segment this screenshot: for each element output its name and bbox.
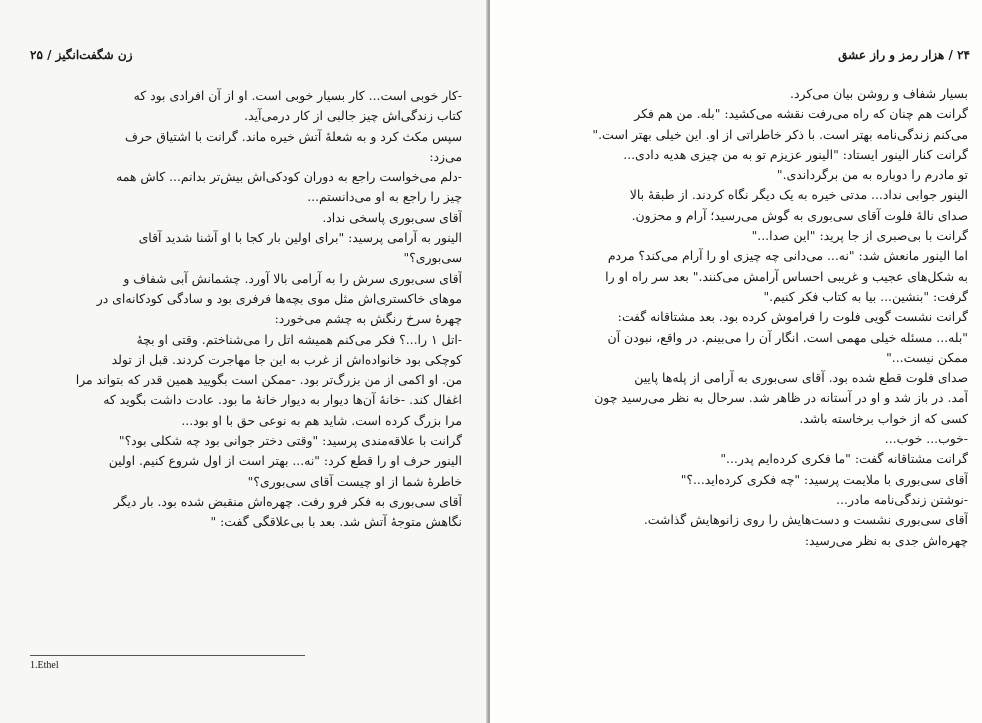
text-line: الینور جوابی نداد... مدتی خیره به یک دیگر نگاه کردند. از طبقهٔ بالا <box>629 187 968 203</box>
text-line: آقای سی‌بوری سرش را به آرامی بالا آورد. چشمانش آبی شفاف و <box>123 270 462 286</box>
footnote: 1.Ethel <box>30 660 59 671</box>
text-line: مرا بزرگ کرده است. شاید هم به نوعی حق با او بود... <box>181 412 462 428</box>
text-line: -دلم می‌خواست راجع به دوران کودکی‌اش بیش‌تر بدانم... کاش همه <box>116 169 462 185</box>
text-line: تو مادرم را دوباره به من برگرداندی." <box>776 167 968 183</box>
text-line: خاطرهٔ شما از او چیست آقای سی‌بوری؟" <box>247 473 462 489</box>
text-line: سی‌بوری؟" <box>403 250 462 266</box>
text-line: الینور حرف او را قطع کرد: "نه... بهتر است از اول شروع کنیم. اولین <box>108 453 462 469</box>
text-line: اغفال کند. -خانهٔ آن‌ها دیوار به دیوار خانهٔ ما بود. عادت داشت بگوید که <box>103 392 462 408</box>
text-line: -نوشتن زندگی‌نامه مادر... <box>836 491 968 507</box>
text-line: چیز را راجع به او می‌دانستم... <box>307 189 462 205</box>
text-line: آمد. در باز شد و او در آستانه در ظاهر شد. سرحال به نظر می‌رسید چون <box>594 390 968 406</box>
text-line: گرانت هم چنان که راه می‌رفت نقشه می‌کشید: "بله. من هم فکر <box>634 106 968 122</box>
text-line: سپس مکث کرد و به شعلهٔ آتش خیره ماند. گرانت با اشتیاق حرف <box>124 128 462 144</box>
text-line: موهای خاکستری‌اش مثل موی بچه‌ها فرفری بود و سادگی کودکانه‌ای در <box>96 290 462 306</box>
page-header: ۲۴ / هزار رمز و راز عشق <box>838 48 970 62</box>
text-line: گرانت نشست گویی فلوت را فراموش کرده بود. بعد مشتاقانه گفت: <box>617 309 968 325</box>
text-line: گرانت کنار الینور ایستاد: "الینور عزیزم تو به من چیزی هدیه دادی... <box>623 146 968 162</box>
text-line: صدای نالهٔ فلوت آقای سی‌بوری به گوش می‌رسید؛ آرام و محزون. <box>631 207 968 223</box>
text-line: چهرهٔ سرخ رنگش به چشم می‌خورد: <box>274 311 462 327</box>
page-header: زن شگفت‌انگیز / ۲۵ <box>30 48 133 62</box>
text-line: نگاهش متوجهٔ آتش شد. بعد با بی‌علاقگی گفت: " <box>210 514 462 530</box>
text-line: چهره‌اش جدی به نظر می‌رسید: <box>804 532 968 548</box>
text-line: -کار خوبی است... کار بسیار خوبی است. او از آن افرادی بود که <box>133 88 462 103</box>
text-line: به شکل‌های عجیب و غریبی احساس آرامش می‌کنند." بعد سر راه او را <box>605 268 968 284</box>
text-line: صدای فلوت قطع شده بود. آقای سی‌بوری به آرامی از پله‌ها پایین <box>634 370 968 386</box>
text-line: گرانت مشتاقانه گفت: "ما فکری کرده‌ایم پدر..." <box>720 451 968 467</box>
text-line: آقای سی‌بوری پاسخی نداد. <box>322 209 462 225</box>
text-line: الینور به آرامی پرسید: "برای اولین بار کجا با او آشنا شدید آقای <box>138 230 462 246</box>
text-line: گرانت با بی‌صبری از جا پرید: "این صدا..." <box>751 228 968 244</box>
text-line: -خوب... خوب... <box>884 431 968 447</box>
text-line: ممکن نیست..." <box>886 349 968 365</box>
text-line: من. او اکمی از من بزرگ‌تر بود. -ممکن است بگویید همین قدر که بتواند مرا <box>75 372 462 388</box>
right-page <box>490 0 982 723</box>
footnote-rule <box>30 655 305 656</box>
text-line: "بله... مسئله خیلی مهمی است. انگار آن را می‌بینم. در واقع، نبودن آن <box>607 329 968 345</box>
body-text <box>30 86 462 533</box>
text-line: آقای سی‌بوری نشست و دست‌هایش را روی زانوهایش گذاشت. <box>643 512 968 528</box>
text-line: -اتل ۱ را...؟ فکر می‌کنم همیشه اتل را می‌شناختم. وقتی او بچهٔ <box>136 331 462 347</box>
text-line: گرفت: "بنشین... بیا به کتاب فکر کنیم." <box>763 288 968 304</box>
text-line: گرانت با علاقه‌مندی پرسید: "وقتی دختر جوانی بود چه شکلی بود؟" <box>118 433 462 449</box>
text-line: کسی که از خواب برخاسته باشد. <box>799 410 968 426</box>
text-line: می‌کنم زندگی‌نامه بهتر است. با ذکر خاطراتی از او. این خیلی بهتر است." <box>592 126 968 142</box>
body-text <box>566 84 968 551</box>
text-line: آقای سی‌بوری با ملایمت پرسید: "چه فکری کرده‌اید...؟" <box>680 471 968 487</box>
text-line: می‌زد: <box>429 148 462 164</box>
text-line: آقای سی‌بوری به فکر فرو رفت. چهره‌اش منقبض شده بود. بار دیگر <box>113 493 462 509</box>
left-page <box>0 0 488 723</box>
text-line: کوچکی بود خانواده‌اش از غرب به این جا مهاجرت کردند. قبل از تولد <box>111 351 462 367</box>
text-line: اما الینور مانعش شد: "نه... می‌دانی چه چیزی او را آرام می‌کند؟ مردم <box>607 248 968 264</box>
text-line: کتاب زندگی‌اش چیز جالبی از کار درمی‌آید. <box>244 108 462 124</box>
text-line: بسیار شفاف و روشن بیان می‌کرد. <box>790 86 968 101</box>
